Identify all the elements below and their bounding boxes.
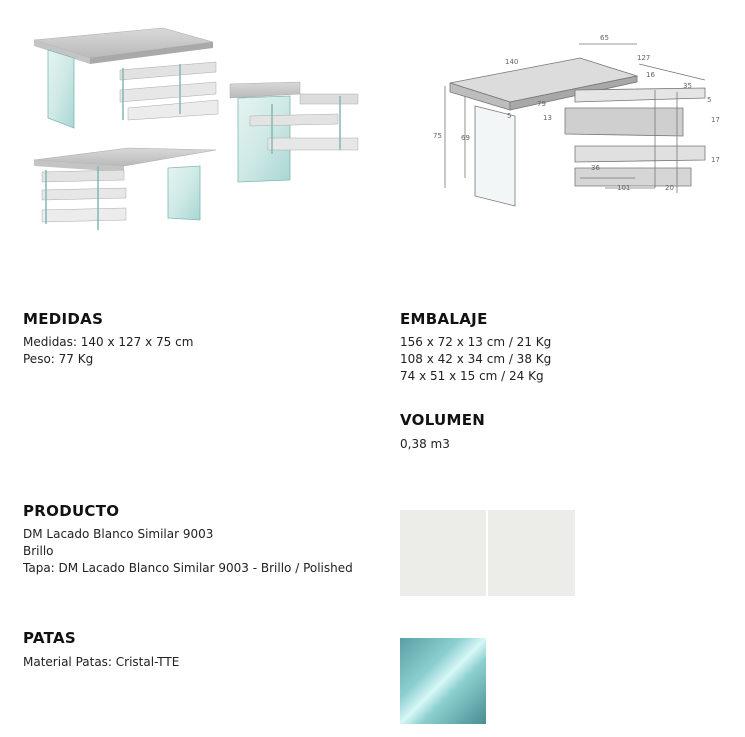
desk-photo-2 [230,82,358,182]
volumen-value: 0,38 m3 [400,437,450,451]
dim-label: 75 [433,132,442,140]
dim-label: 13 [543,114,552,122]
patas-material: Material Patas: Cristal-TTE [23,655,180,669]
dimension-drawing [425,28,725,218]
embalaje-package: 74 x 51 x 15 cm / 24 Kg [400,369,544,383]
dim-label: 65 [600,34,609,42]
producto-top: Tapa: DM Lacado Blanco Similar 9003 - Brillo / Polished [23,561,353,575]
dim-label: 69 [461,134,470,142]
volumen-heading: VOLUMEN [400,411,486,429]
embalaje-package: 156 x 72 x 13 cm / 21 Kg [400,335,552,349]
dim-label: 79 [537,100,546,108]
producto-finish: Brillo [23,544,54,558]
dim-label: 127 [637,54,651,62]
swatch-white-lacquer [400,510,486,596]
patas-heading: PATAS [23,629,77,647]
medidas-heading: MEDIDAS [23,310,104,328]
medidas-weight: Peso: 77 Kg [23,352,94,366]
dim-label: 16 [646,71,655,79]
desk-photo-1 [34,28,218,128]
embalaje-package: 108 x 42 x 34 cm / 38 Kg [400,352,552,366]
swatch-glass [400,638,486,724]
dim-label: 17 [711,116,720,124]
desk-photo-3 [34,148,216,230]
dim-label: 5 [507,112,512,120]
dim-label: 36 [591,164,600,172]
dim-label: 101 [617,184,631,192]
medidas-dimensions: Medidas: 140 x 127 x 75 cm [23,335,194,349]
dim-label: 17 [711,156,720,164]
dim-label: 5 [707,96,712,104]
producto-heading: PRODUCTO [23,502,120,520]
dim-label: 20 [665,184,674,192]
dim-label: 35 [683,82,692,90]
embalaje-heading: EMBALAJE [400,310,488,328]
swatch-white-lacquer [488,510,575,596]
product-photos [28,20,368,255]
dim-label: 140 [505,58,519,66]
producto-material: DM Lacado Blanco Similar 9003 [23,527,214,541]
